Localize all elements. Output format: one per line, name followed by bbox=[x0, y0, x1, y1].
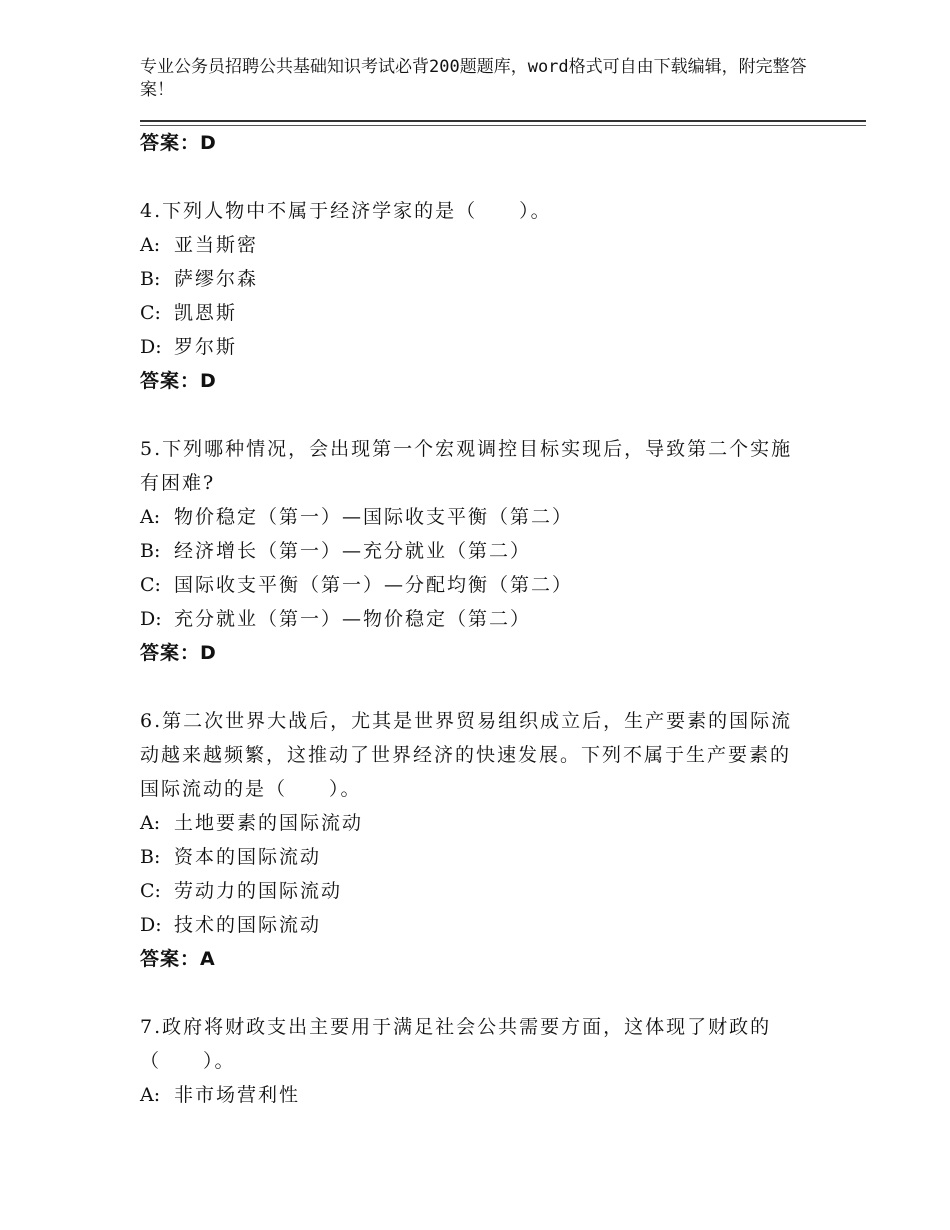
option-key: A: bbox=[140, 1084, 161, 1106]
document-body bbox=[140, 126, 800, 1112]
option-key: C: bbox=[140, 574, 161, 596]
option-key: D: bbox=[140, 608, 162, 630]
answer-line: 答案：A bbox=[140, 948, 216, 970]
option-d bbox=[140, 602, 800, 636]
option-key: D: bbox=[140, 914, 162, 936]
option-text: 土地要素的国际流动 bbox=[174, 812, 364, 834]
option-a bbox=[140, 1078, 800, 1112]
option-text: 凯恩斯 bbox=[174, 302, 238, 324]
question-4 bbox=[140, 194, 800, 398]
question-text: 7.政府将财政支出主要用于满足社会公共需要方面，这体现了财政的（ ）。 bbox=[140, 1016, 772, 1072]
option-key: D: bbox=[140, 336, 162, 358]
option-text: 充分就业（第一）—物价稳定（第二） bbox=[174, 608, 532, 630]
option-b bbox=[140, 840, 800, 874]
option-key: B: bbox=[140, 540, 161, 562]
option-text: 物价稳定（第一）—国际收支平衡（第二） bbox=[174, 506, 574, 528]
option-b bbox=[140, 262, 800, 296]
option-key: A: bbox=[140, 812, 161, 834]
option-text: 罗尔斯 bbox=[174, 336, 238, 358]
option-a bbox=[140, 806, 800, 840]
question-7 bbox=[140, 1010, 800, 1112]
option-key: A: bbox=[140, 506, 161, 528]
option-key: B: bbox=[140, 846, 161, 868]
option-d bbox=[140, 908, 800, 942]
option-b bbox=[140, 534, 800, 568]
option-text: 技术的国际流动 bbox=[174, 914, 322, 936]
option-a bbox=[140, 228, 800, 262]
question-text: 4.下列人物中不属于经济学家的是（ ）。 bbox=[140, 200, 552, 222]
option-c bbox=[140, 296, 800, 330]
question-6 bbox=[140, 704, 800, 976]
question-text: 6.第二次世界大战后，尤其是世界贸易组织成立后，生产要素的国际流动越来越频繁，这推动了世界经济的快速发展。下列不属于生产要素的国际流动的是（ ）。 bbox=[140, 710, 793, 800]
header-divider bbox=[140, 120, 866, 122]
option-text: 资本的国际流动 bbox=[174, 846, 322, 868]
option-text: 劳动力的国际流动 bbox=[174, 880, 343, 902]
question-5 bbox=[140, 432, 800, 670]
option-a bbox=[140, 500, 800, 534]
option-text: 国际收支平衡（第一）—分配均衡（第二） bbox=[174, 574, 574, 596]
option-text: 萨缪尔森 bbox=[174, 268, 259, 290]
option-key: B: bbox=[140, 268, 161, 290]
option-key: C: bbox=[140, 880, 161, 902]
option-c bbox=[140, 874, 800, 908]
option-text: 经济增长（第一）—充分就业（第二） bbox=[174, 540, 532, 562]
option-text: 亚当斯密 bbox=[174, 234, 259, 256]
option-d bbox=[140, 330, 800, 364]
question-text: 5.下列哪种情况，会出现第一个宏观调控目标实现后，导致第二个实施有困难? bbox=[140, 438, 793, 494]
answer-line: 答案：D bbox=[140, 132, 217, 154]
option-c bbox=[140, 568, 800, 602]
answer-line: 答案：D bbox=[140, 642, 217, 664]
page-header: 专业公务员招聘公共基础知识考试必背200题题库，word格式可自由下载编辑，附完整答案！ bbox=[140, 57, 807, 100]
option-key: A: bbox=[140, 234, 161, 256]
option-text: 非市场营利性 bbox=[174, 1084, 301, 1106]
answer-line: 答案：D bbox=[140, 370, 217, 392]
option-key: C: bbox=[140, 302, 161, 324]
